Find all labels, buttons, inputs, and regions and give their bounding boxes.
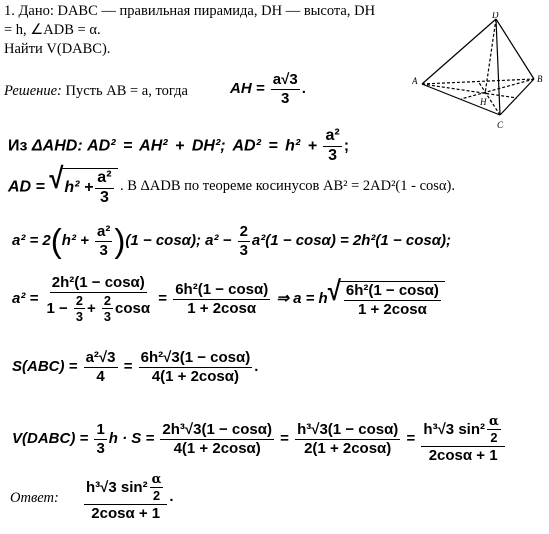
ah-fraction: $\frac{a√3}{3}$ — [272, 71, 298, 107]
solution-label: Решение: — [4, 83, 62, 99]
label-h: H — [480, 97, 487, 107]
solution-intro-text: Пусть AB = a, тогда — [61, 83, 188, 99]
area-formula: S(ABC) = $\frac{\text{a²√3}}{4}$ = $\frac{\text{6h²√3(1 − cosα)}}{4(1 + 2\cos\alpha)}$ . — [12, 349, 259, 385]
label-b: B — [537, 74, 543, 84]
ad-formula: AD = √ h² + $\frac{\text{a²}}{3}$ — [8, 168, 118, 207]
edge-da — [422, 19, 496, 84]
median-b — [461, 79, 534, 99]
label-a: A — [412, 76, 418, 86]
ah-formula: AH = $\frac{a√3}{3}$ . — [230, 71, 306, 107]
solution-intro — [4, 83, 188, 100]
a-expression-line: a² = 2h²(1 − cosα) 1 − $\frac{2}{3}$ + $\frac{2}{3}$ cosα = $\frac{\text{6h²(1 − cosα)}}{1 + 2\cos\alpha}$ ⇒ a = h √ $\frac{\text{6h²(1 − cosα)}}{1 + 2\cos\alpha}$ — [12, 275, 445, 324]
label-d: D — [492, 12, 499, 20]
edge-ac — [422, 84, 500, 115]
complex-fraction: 2h²(1 − cosα) 1 − $\frac{2}{3}$ + $\frac{2}{3}$ cosα — [46, 274, 151, 325]
volume-formula: V(DABC) = $\frac{1}{3}$ h · S = $\frac{\text{2h³√3(1 − cosα)}}{4(1 + 2\cos\alpha)}$ = $\frac{\text{h³√3(1 − cosα)}}{2(1 + 2\cos\alpha)}$ = h³√3 sin² $\frac{\alpha}{2}$ 2cosα + 1 — [12, 415, 507, 464]
edge-dc — [496, 19, 500, 115]
problem-line-2: = h, ∠ADB = α. — [4, 22, 101, 38]
cosine-theorem-text: . В ΔADB по теореме косинусов AB² = 2AD²(1 - cosα). — [120, 178, 455, 194]
pyramid-figure — [412, 12, 547, 132]
edge-bc — [500, 79, 534, 115]
answer-label: Ответ: — [10, 490, 59, 506]
height-dh — [485, 19, 496, 94]
label-c: C — [497, 120, 504, 130]
edge-db — [496, 19, 534, 79]
pythagoras-line: Из ΔAHD: AD² = AH² + DH²; AD² = h² + $\frac{\text{a²}}{3}$ ; — [8, 127, 350, 164]
a-squared-equation: a² = 2(h² + $\frac{\text{a²}}{3}$ )(1 − cosα); a² − $\frac{2}{3}$ a²(1 − cosα) = 2h²(1 − cosα); — [12, 222, 452, 260]
problem-line-1: 1. Дано: DABC — правильная пирамида, DH — высота, DH — [4, 3, 376, 19]
problem-line-3: Найти V(DABC). — [4, 41, 111, 57]
answer-formula: h³√3 sin² $\frac{\alpha}{2}$ 2cosα + 1 . — [86, 472, 174, 522]
median-a — [422, 84, 517, 98]
